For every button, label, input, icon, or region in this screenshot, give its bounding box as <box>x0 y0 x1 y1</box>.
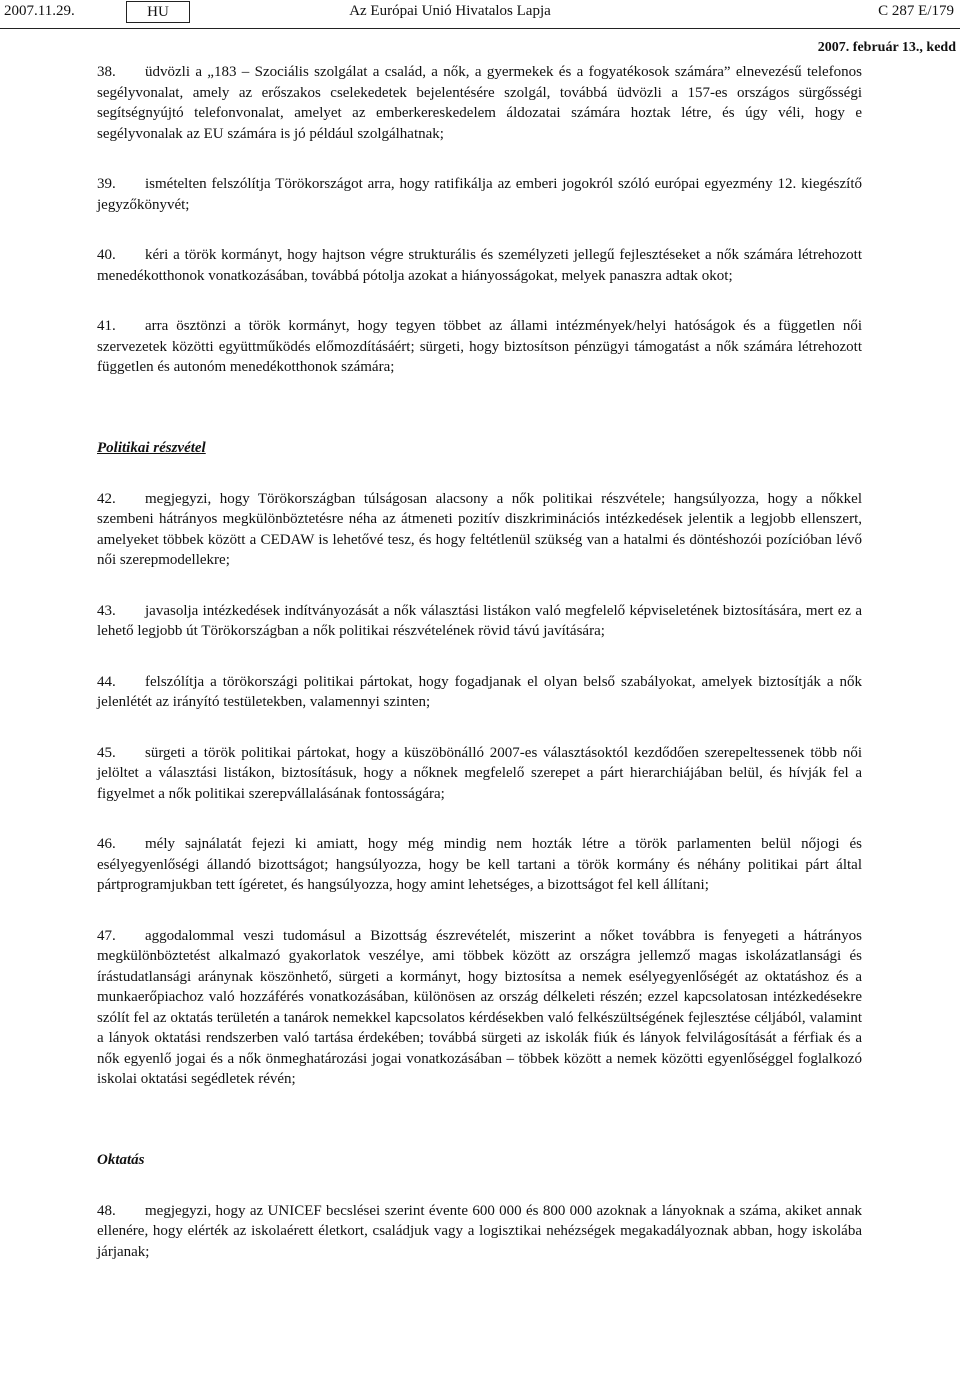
paragraph-number: 43. <box>97 602 116 619</box>
paragraph-text: arra ösztönzi a török kormányt, hogy tegyen többet az állami intézmények/helyi hatóságok és a független női szervezetek közötti együttműködés előmozdításáért; sürgeti, hogy biztosítson pénzügyi támogatást a nők számára létrehozott független és autonóm menedékotthonok számára; <box>97 318 862 375</box>
paragraph-43 <box>97 601 862 642</box>
paragraph-48 <box>97 1201 862 1263</box>
session-date: 2007. február 13., kedd <box>817 40 956 55</box>
paragraph-text: megjegyzi, hogy az UNICEF becslései szerint évente 600 000 és 800 000 azoknak a lányoknak a száma, akiket annak ellenére, hogy elérték az iskolaérett életkort, családjuk vagy a logisztikai nehézségek megakadályoznak abban, hogy iskolába járjanak; <box>97 1202 862 1260</box>
paragraph-number: 39. <box>97 176 116 192</box>
paragraph-text: felszólítja a törökországi politikai pártokat, hogy fogadjanak el olyan belső szabályokat, amelyek biztosítják a nők jelenlétét az irányító testületekben, valamennyi szinten; <box>97 673 862 710</box>
journal-reference: C 287 E/179 <box>878 3 954 19</box>
paragraph-41 <box>97 316 862 378</box>
paragraph-46 <box>97 834 862 896</box>
paragraph-number: 38. <box>97 64 116 80</box>
paragraph-text: mély sajnálatát fejezi ki amiatt, hogy még mindig nem hozták létre a török parlamenten belül nőjogi és esélyegyenlőségi állandó bizottságot; hangsúlyozza, hogy be kell tartani a török kormány és néhány politikai párt által pártprogramjukban tett ígéretet, és hangsúlyozza, hogy amint lehetséges, a bizottságot fel kell állítani; <box>97 836 862 893</box>
paragraph-45 <box>97 743 862 805</box>
paragraph-text: aggodalommal veszi tudomásul a Bizottság észrevételét, miszerint a nőket továbbra is fenyegeti a hátrányos megkülönböztetést alkalmazó gyakorlatok veszélye, ami többek között az országra jellemző magas iskolázatlansági és írástudatlansági aránynak köszönhető, sürgeti a kormányt, hogy biztosítsa a nemek esélyegyenlőségét az oktatáshoz és a munkaerőpiachoz való hozzáférés vonatkozásában, különösen az ország délkeleti részén; ezzel kapcsolatosan intézkedésekre szólít fel az oktatás területén a tanárok nemekkel kapcsolatos kérdésekben való felkészültségének fejlesztése céljából, valamint a lányok oktatási rendszerben való tartása érdekében; továbbá sürgeti az iskolák fiúk és lányok felvilágosítását a férfiak és a nők egyenlő jogai és a nők önmeghatározási jogai vonatkozásában – többek között a nemek közötti egyenlőséggel foglalkozó iskolai oktatási segédletek révén; <box>97 927 862 1087</box>
paragraph-text: javasolja intézkedések indítványozását a nők választási listákon való megfelelő képviseletének biztosítására, mert ez a lehető legjobb út Törökországban a nők politikai részvételének rövid távú javítására; <box>97 602 862 639</box>
section-heading-political-participation: Politikai részvétel <box>97 439 206 456</box>
paragraph-text: üdvözli a „183 – Szociális szolgálat a család, a nők, a gyermekek és a fogyatékosok számára” elnevezésű telefonos segélyvonalat, amely az erőszakos cselekedetek bejelentésére szolgál, továbbá üdvözli a 157-es országos sürgősségi segítségnyújtó telefonvonalat, amelyet az emberkereskedelem áldozatai számára hoztak létre, és úgy véli, hogy e segélyvonalak az EU számára is jó például szolgálhatnak; <box>97 64 862 142</box>
paragraph-text: megjegyzi, hogy Törökországban túlságosan alacsony a nők politikai részvétele; hangsúlyozza, hogy a nőkkel szembeni hátrányos megkülönböztetésre néha az átmeneti pozitív diszkriminációs intézkedések jelentik a legjobb ellenszert, amelyeket többek között a CEDAW is lehetővé tesz, és hogy feltétlenül szükség van a hatalmi és döntéshozói pozícióban lévő női szerepmodellekre; <box>97 490 862 568</box>
paragraph-40 <box>97 245 862 286</box>
paragraph-number: 44. <box>97 673 116 690</box>
page-header <box>0 0 960 34</box>
paragraph-47 <box>97 926 862 1090</box>
paragraph-42 <box>97 489 862 571</box>
publication-date: 2007.11.29. <box>4 3 75 19</box>
document-body <box>97 62 862 1292</box>
paragraph-number: 46. <box>97 836 116 852</box>
paragraph-text: kéri a török kormányt, hogy hajtson végre strukturális és személyzeti jellegű fejlesztéseket a nők számára létrehozott menedékotthonok vonatkozásában, továbbá pótolja azokat a hiányosságokat, melyek panaszra adtak okot; <box>97 247 862 284</box>
journal-title: Az Európai Unió Hivatalos Lapja <box>349 3 551 19</box>
paragraph-38 <box>97 62 862 144</box>
paragraph-number: 47. <box>97 927 116 944</box>
paragraph-text: ismételten felszólítja Törökországot arra, hogy ratifikálja az emberi jogokról szóló európai egyezmény 12. kiegészítő jegyzőkönyvét; <box>97 176 862 213</box>
paragraph-number: 42. <box>97 490 116 507</box>
paragraph-number: 40. <box>97 247 116 263</box>
paragraph-number: 48. <box>97 1202 116 1219</box>
paragraph-number: 45. <box>97 744 116 761</box>
section-heading-education: Oktatás <box>97 1151 145 1168</box>
paragraph-number: 41. <box>97 318 116 334</box>
paragraph-text: sürgeti a török politikai pártokat, hogy a küszöbönálló 2007-es választásoktól kezdődően szerepeltessenek több női jelöltet a választási listákon, biztosításuk, hogy a nőknek megfelelő szerepet a párt hierarchiájában belül, és hívják fel a figyelmet a nők politikai szerepvállalásának fontosságára; <box>97 744 862 802</box>
paragraph-44 <box>97 672 862 713</box>
header-rule <box>0 28 960 29</box>
language-code-box: HU <box>126 1 190 23</box>
paragraph-39 <box>97 174 862 215</box>
